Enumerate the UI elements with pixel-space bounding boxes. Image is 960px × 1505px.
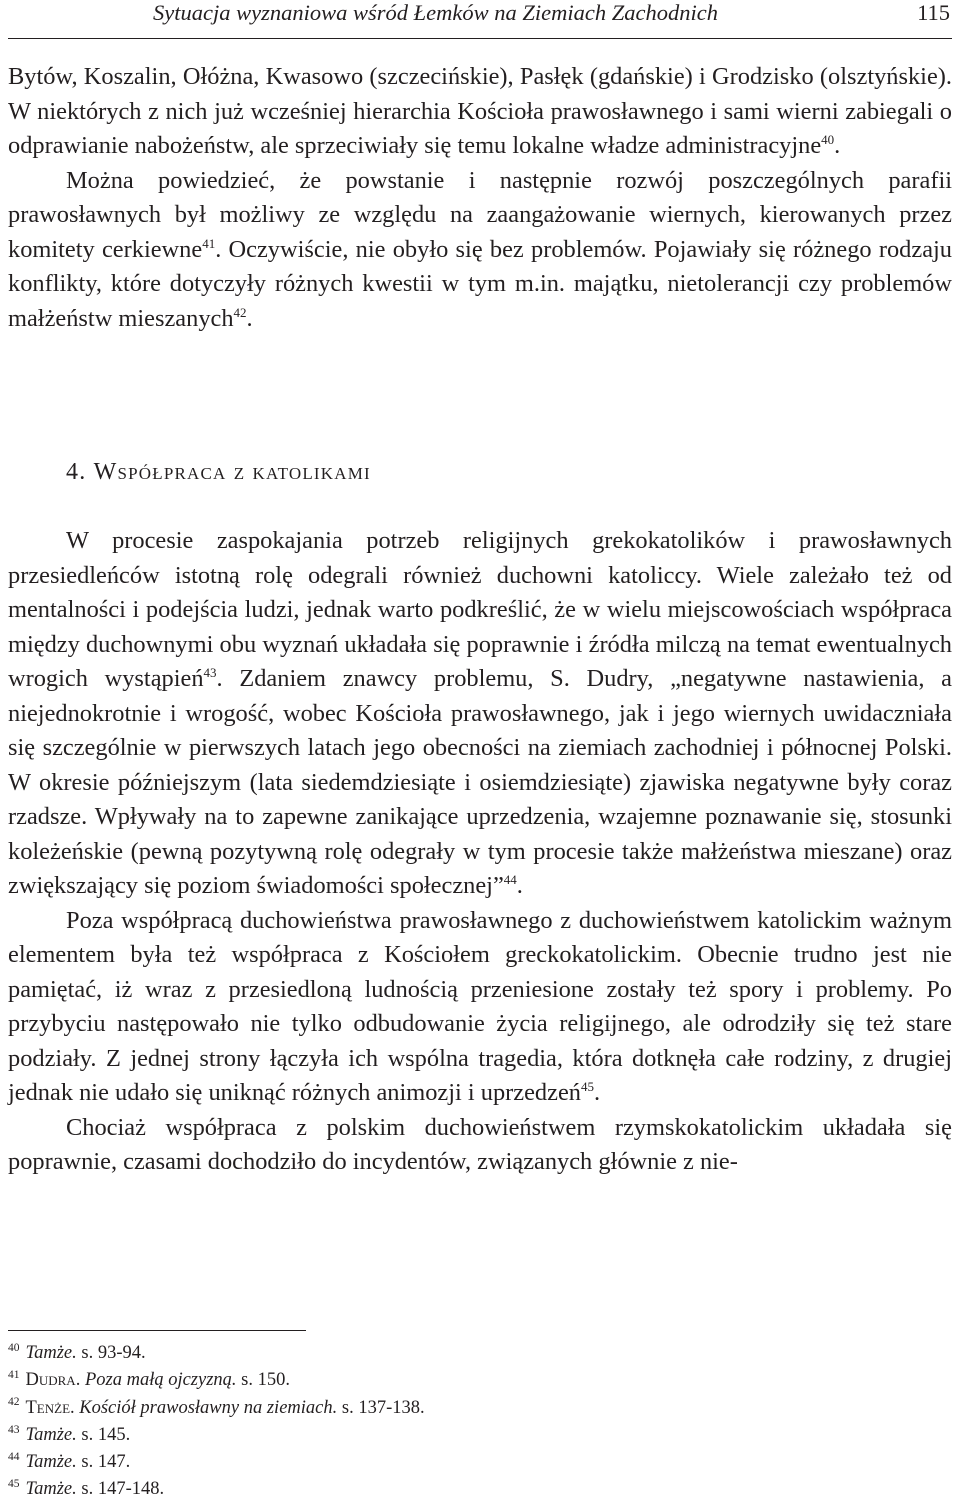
footnote-ref[interactable]: 41 (202, 235, 216, 251)
intro-text (8, 60, 952, 336)
footnote-author: Tenże. (25, 1397, 75, 1418)
footnote-title: Tamże. (25, 1452, 77, 1473)
footnote (8, 1422, 425, 1449)
footnote-pages: s. 93-94. (76, 1343, 146, 1363)
running-title: Sytuacja wyznaniowa wśród Łemków na Ziemiach Zachodnich (153, 0, 718, 25)
footnote-title: Kościół prawosławny na ziemiach. (79, 1397, 338, 1418)
footnote-title: Tamże. (25, 1479, 77, 1500)
section-title: Współpraca z katolikami (93, 459, 371, 485)
footnote-number: 41 (8, 1369, 20, 1382)
footnote-title: Poza małą ojczyzną. (84, 1370, 237, 1391)
paragraph-text: Można powiedzieć, że powstanie i następnie rozwój poszczególnych parafii prawosławnych był możliwy ze względu na zaangażowanie wiernych, kierowanych przez komitety cerkiewne (8, 166, 952, 263)
paragraph-text: . (834, 132, 841, 159)
footnotes (8, 1340, 425, 1504)
footnote-pages: s. 137-138. (337, 1397, 425, 1418)
paragraph-text: Bytów, Koszalin, Ołóżna, Kwasowo (szczecińskie), Pasłęk (gdańskie) i Grodzisko (olsztyńskie). W niektórych z nich już wcześniej hierarchia Kościoła prawosławnego i sami wierni zabiegali o odprawianie nabożeństw, ale sprzeciwiały się temu lokalne władze administracyjne (8, 63, 952, 159)
paragraph-text: . (246, 304, 253, 332)
paragraph-1 (8, 60, 952, 164)
footnote (8, 1449, 425, 1476)
paragraph-3 (8, 524, 952, 904)
footnote-ref[interactable]: 44 (503, 871, 517, 887)
footnote-number: 40 (8, 1341, 20, 1354)
footnote-ref[interactable]: 45 (580, 1078, 594, 1094)
paragraph-text: Poza współpracą duchowieństwa prawosławnego z duchowieństwem katolickim ważnym elementem była też współpraca z Kościołem greckokatolickim. Obecnie trudno jest nie pamiętać, iż wraz z przesiedloną ludnością przeniesione zostały też spory i problemy. Po przybyciu następowało nie tylko odbudowanie życia religijnego, ale odrodziły się też stare podziały. Z jednej strony łączyła ich wspólna tragedia, która dotknęła całe rodziny, z drugiej jednak nie udało się uniknąć różnych animozji i uprzedzeń (8, 906, 952, 1106)
footnote-number: 44 (8, 1451, 20, 1464)
footnote-pages: s. 147-148. (76, 1479, 165, 1500)
footnote-number: 45 (8, 1478, 20, 1491)
footnote-separator (8, 1330, 306, 1331)
paragraph-4 (8, 904, 952, 1111)
section-text (8, 524, 952, 1180)
page-number: 115 (917, 0, 950, 25)
footnote-author: Dudra. (25, 1370, 81, 1391)
footnote-number: 43 (8, 1423, 20, 1436)
footnote-pages: s. 145. (76, 1424, 131, 1445)
footnote (8, 1476, 425, 1503)
section-number: 4. (66, 459, 87, 485)
paragraph-text: . Oczywiście, nie obyło się bez problemów. Pojawiały się różnego rodzaju konflikty, które dotyczyły różnych kwestii w tym m.in. majątku, nietolerancji czy problemów małżeństw mieszanych (8, 235, 952, 332)
footnote-title: Tamże. (25, 1424, 77, 1445)
footnote-ref[interactable]: 40 (821, 131, 835, 147)
footnote-pages: s. 150. (236, 1370, 290, 1391)
paragraph-text: . (593, 1079, 601, 1106)
footnote (8, 1395, 425, 1422)
footnote-pages: s. 147. (76, 1452, 131, 1473)
footnote-title: Tamże. (25, 1343, 77, 1363)
running-header (8, 0, 952, 39)
section-heading (66, 455, 371, 489)
paragraph-text: W procesie zaspokajania potrzeb religijnych grekokatolików i prawosławnych przesiedleńców istotną rolę odegrali również duchowni katoliccy. Wiele zależało też od mentalności i podejścia ludzi, jednak warto podkreślić, że w wielu miejscowościach współpraca między duchownymi obu wyznań układała się poprawnie i źródła milczą na temat ewentualnych wrogich wystąpień (8, 527, 952, 692)
footnote (8, 1367, 425, 1394)
paragraph-text: . (516, 872, 523, 899)
footnote-ref[interactable]: 42 (233, 304, 247, 320)
footnote-ref[interactable]: 43 (203, 664, 217, 680)
footnote (8, 1340, 425, 1367)
footnote-number: 42 (8, 1396, 20, 1409)
paragraph-5: Chociaż współpraca z polskim duchowieństwem rzymskokatolickim układała się poprawnie, czasami dochodziło do incydentów, związanych głównie z nie- (8, 1113, 952, 1175)
paragraph-text: . Zdaniem znawcy problemu, S. Dudry, „negatywne nastawienia, a niejednokrotnie i wrogość, wobec Kościoła prawosławnego, jak i jego wiernych uwidaczniała się szczególnie w pierwszych latach jego obecności na ziemiach zachodniej i północnej Polski. W okresie późniejszym (lata siedemdziesiąte i osiemdziesiąte) zjawiska negatywne były coraz rzadsze. Wpływały na to zapewne zanikające uprzedzenia, wzajemne poznawanie się, stosunki koleżeńskie (pewną pozytywną rolę odegrały w tym procesie także małżeństwa mieszane) oraz zwiększający się poziom świadomości społecznej” (8, 665, 953, 899)
paragraph-2 (8, 164, 952, 337)
